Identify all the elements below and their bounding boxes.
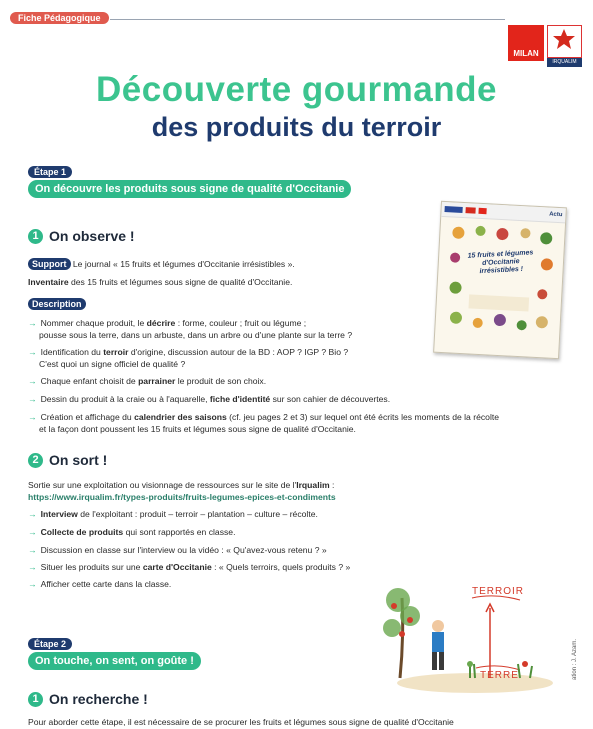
observe-title: On observe ! bbox=[49, 228, 135, 244]
sort-item: → Collecte de produits qui sont rapportés en classe. bbox=[28, 527, 236, 537]
inventaire-label: Inventaire bbox=[28, 277, 69, 287]
description-item: → Chaque enfant choisit de parrainer le produit de son choix. bbox=[28, 376, 267, 386]
sort-item: → Interview de l'exploitant : produit – terroir – plantation – culture – récolte. bbox=[28, 509, 318, 519]
etape2-heading: On touche, on sent, on goûte ! bbox=[28, 652, 201, 670]
support-label: Support bbox=[28, 258, 71, 270]
inventaire-line bbox=[28, 277, 408, 289]
journal-title: 15 fruits et légumes d'Occitanie irrésistibles ! bbox=[467, 249, 534, 276]
sort-item: → Discussion en classe sur l'interview ou la vidéo : « Qu'avez-vous retenu ? » bbox=[28, 545, 327, 555]
recherche-heading bbox=[28, 691, 148, 707]
terre-label: TERRE bbox=[480, 670, 519, 681]
inventaire-text: des 15 fruits et légumes sous signe de qualité d'Occitanie. bbox=[71, 277, 293, 287]
irqualim-logo: IRQUALIM bbox=[547, 58, 582, 67]
description-item: → Identification du terroir d'origine, discussion autour de la BD : AOP ? IGP ? Bio ? C'est quoi un signe officiel de qualité ? bbox=[28, 347, 349, 369]
terroir-drawing-icon bbox=[380, 578, 560, 696]
step-number-1: 1 bbox=[28, 692, 43, 707]
etape2-tag: Étape 2 bbox=[28, 638, 72, 650]
recherche-title: On recherche ! bbox=[49, 691, 148, 707]
sort-item: → Situer les produits sur une carte d'Occitanie : « Quels terroirs, quels produits ? » bbox=[28, 562, 351, 572]
terroir-illustration bbox=[380, 578, 560, 696]
milan-logo-text: MILAN bbox=[513, 49, 539, 58]
description-label: Description bbox=[28, 298, 86, 310]
support-text: Le journal « 15 fruits et légumes d'Occitanie irrésistibles ». bbox=[72, 259, 295, 269]
step-number-1: 1 bbox=[28, 229, 43, 244]
observe-heading bbox=[28, 228, 135, 244]
milan-logo bbox=[508, 25, 544, 61]
header-divider bbox=[110, 19, 505, 20]
irqualim-link[interactable]: https://www.irqualim.fr/types-produits/fruits-legumes-epices-et-condiments bbox=[28, 491, 336, 502]
fiche-pedagogique-badge: Fiche Pédagogique bbox=[10, 12, 109, 24]
description-item: → Dessin du produit à la craie ou à l'aquarelle, fiche d'identité sur son cahier de découvertes. bbox=[28, 394, 391, 404]
step-number-2: 2 bbox=[28, 453, 43, 468]
journal-badge: Actu bbox=[548, 211, 563, 219]
occitanie-logo bbox=[547, 25, 582, 58]
support-line bbox=[28, 259, 408, 271]
etape1-tag: Étape 1 bbox=[28, 166, 72, 178]
description-item: → Création et affichage du calendrier des saisons (cf. jeu pages 2 et 3) sur lequel ont été écrits les moments de la récolte et la façon dont poussent les 15 fruits et légumes sous signe de qualité d'Occitanie. bbox=[28, 412, 500, 434]
occitanie-cross-icon bbox=[548, 26, 581, 57]
description-item: → Nommer chaque produit, le décrire : forme, couleur ; fruit ou légume ; pousse sous la terre, dans un arbuste, dans un arbre ou d'une plante sur la terre ? bbox=[28, 318, 353, 340]
journal-cover-image bbox=[433, 201, 567, 359]
etape1-heading: On découvre les produits sous signe de qualité d'Occitanie bbox=[28, 180, 351, 198]
illustration-credit: ation : J. Azam. bbox=[572, 638, 578, 680]
sort-heading bbox=[28, 452, 107, 468]
page-title: Découverte gourmande bbox=[96, 70, 497, 109]
sort-title: On sort ! bbox=[49, 452, 108, 468]
vegetables-icon bbox=[434, 217, 565, 359]
page-subtitle: des produits du terroir bbox=[151, 112, 442, 142]
recherche-text: Pour aborder cette étape, il est nécessaire de se procurer les fruits et légumes sous signe de qualité d'Occitanie bbox=[28, 717, 454, 727]
sort-intro: Sortie sur une exploitation ou visionnage de ressources sur le site de l'Irqualim : https://www.irqualim.fr/types-produits/fruits-legumes-epices-et-condiments bbox=[28, 480, 336, 502]
sort-item: → Afficher cette carte dans la classe. bbox=[28, 579, 172, 589]
terroir-label: TERROIR bbox=[472, 586, 524, 597]
